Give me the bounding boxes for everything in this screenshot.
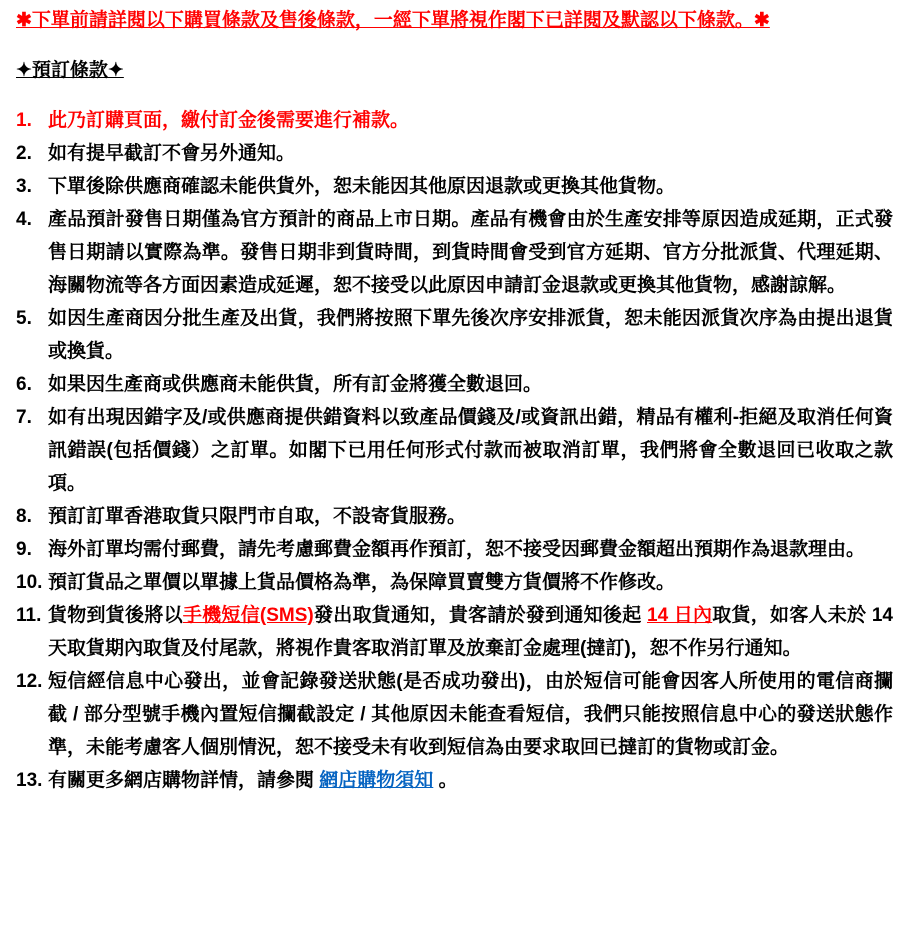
term-item-7 <box>16 401 893 500</box>
term-text <box>48 203 893 302</box>
term-text-segment: 下單後除供應商確認未能供貨外，恕未能因其他原因退款或更換其他貨物。 <box>48 176 676 197</box>
term-text <box>48 533 893 566</box>
term-text <box>48 665 893 764</box>
term-item-12 <box>16 665 893 764</box>
term-text-segment: 發出取貨通知，貴客請於發到通知後起 <box>313 605 648 626</box>
term-text-segment: 如果因生產商或供應商未能供貨，所有訂金將獲全數退回。 <box>48 374 543 395</box>
term-text <box>48 566 893 599</box>
term-text-segment: 預訂貨品之單價以單據上貨品價格為準，為保障買賣雙方貨價將不作修改。 <box>48 572 676 593</box>
term-text <box>48 500 893 533</box>
term-text-segment: 取貨，如客人未於 14 天取貨期內取貨及付尾款，將視作貴客取消訂單及放棄訂金處理(撻訂)，恕不作另行通知。 <box>48 605 893 659</box>
term-text <box>48 368 893 401</box>
store-shopping-guide-link[interactable]: 網店購物須知 <box>319 770 434 791</box>
term-number: 3. <box>16 176 32 197</box>
red-underline-highlight: 手機短信(SMS) <box>182 605 314 626</box>
terms-list <box>16 104 893 797</box>
term-text <box>48 599 893 665</box>
term-text <box>48 137 893 170</box>
term-item-1 <box>16 104 893 137</box>
section-title-preorder-terms: ✦預訂條款✦ <box>16 60 124 81</box>
term-text-segment: 此乃訂購頁面，繳付訂金後需要進行補款。 <box>48 110 410 131</box>
term-number: 12. <box>16 671 43 692</box>
term-item-9 <box>16 533 893 566</box>
term-item-11 <box>16 599 893 665</box>
term-text <box>48 401 893 500</box>
term-number: 9. <box>16 539 32 560</box>
term-text-segment: 產品預計發售日期僅為官方預計的商品上市日期。產品有機會由於生產安排等原因造成延期，正式發售日期請以實際為準。發售日期非到貨時間，到貨時間會受到官方延期、官方分批派貨、代理延期、海關物流等各方面因素造成延遲，恕不接受以此原因申請訂金退款或更換其他貨物，感謝諒解。 <box>48 209 893 296</box>
term-number: 5. <box>16 308 32 329</box>
term-text-segment: 貨物到貨後將以 <box>48 605 183 626</box>
term-text-segment: 。 <box>433 770 458 791</box>
term-number: 11. <box>16 605 42 626</box>
term-text <box>48 170 893 203</box>
term-text <box>48 302 893 368</box>
term-number: 7. <box>16 407 32 428</box>
term-item-10 <box>16 566 893 599</box>
term-text <box>48 764 893 797</box>
term-item-6 <box>16 368 893 401</box>
term-text-segment: 有關更多網店購物詳情，請參閱 <box>48 770 320 791</box>
term-number: 8. <box>16 506 32 527</box>
term-text <box>48 104 893 137</box>
term-number: 4. <box>16 209 32 230</box>
term-item-13 <box>16 764 893 797</box>
red-underline-highlight: 14 日內 <box>647 605 713 626</box>
term-item-5 <box>16 302 893 368</box>
term-number: 1. <box>16 110 32 131</box>
term-text-segment: 短信經信息中心發出，並會記錄發送狀態(是否成功發出)，由於短信可能會因客人所使用的電信商攔截 / 部分型號手機內置短信攔截設定 / 其他原因未能查看短信，我們只能按照信息中心的發送狀態作準，未能考慮客人個別情況，恕不接受未有收到短信為由要求取回已撻訂的貨物或訂金。 <box>48 671 893 758</box>
term-text-segment: 如有提早截訂不會另外通知。 <box>48 143 296 164</box>
term-number: 2. <box>16 143 32 164</box>
term-item-3 <box>16 170 893 203</box>
term-number: 6. <box>16 374 32 395</box>
purchase-notice-banner: ✱下單前請詳閱以下購買條款及售後條款，一經下單將視作閣下已詳閱及默認以下條款。✱ <box>16 10 770 31</box>
term-item-2 <box>16 137 893 170</box>
term-item-8 <box>16 500 893 533</box>
term-number: 13. <box>16 770 43 791</box>
term-text-segment: 如因生產商因分批生產及出貨，我們將按照下單先後次序安排派貨，恕未能因派貨次序為由提出退貨或換貨。 <box>48 308 893 362</box>
term-number: 10. <box>16 572 43 593</box>
term-item-4 <box>16 203 893 302</box>
term-text-segment: 如有出現因錯字及/或供應商提供錯資料以致產品價錢及/或資訊出錯，精品有權利-拒絕及取消任何資訊錯誤(包括價錢）之訂單。如閣下已用任何形式付款而被取消訂單，我們將會全數退回已收取之款項。 <box>48 407 893 494</box>
term-text-segment: 海外訂單均需付郵費，請先考慮郵費金額再作預訂，恕不接受因郵費金額超出預期作為退款理由。 <box>48 539 866 560</box>
term-text-segment: 預訂訂單香港取貨只限門市自取，不設寄貨服務。 <box>48 506 467 527</box>
